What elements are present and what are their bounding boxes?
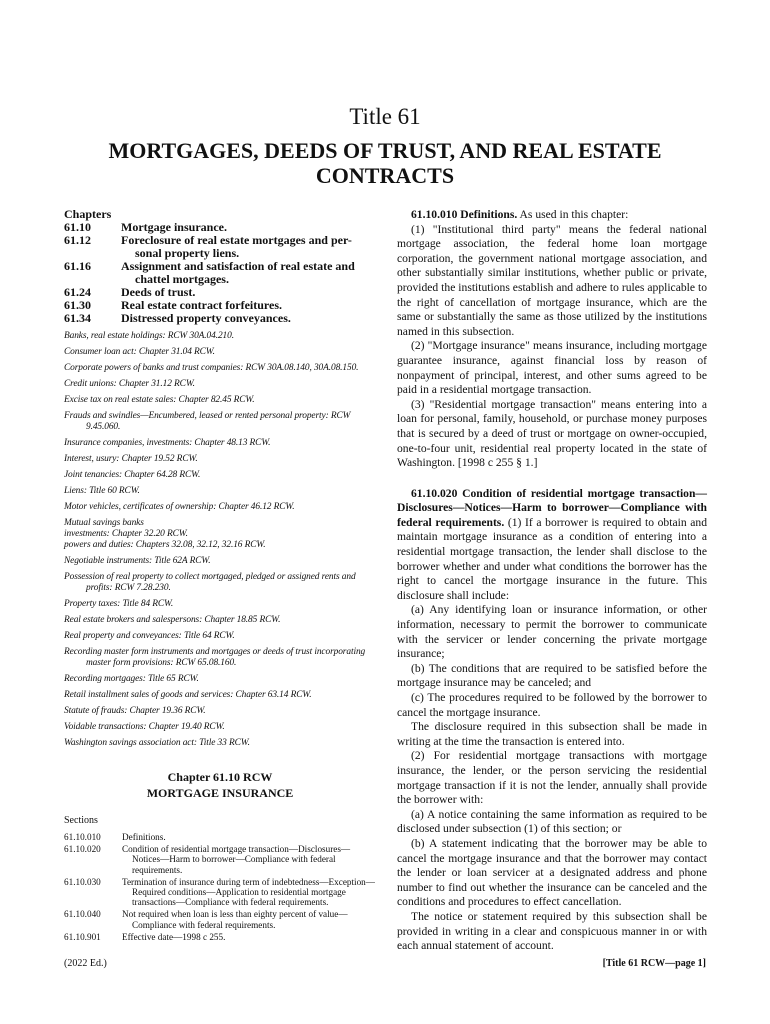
chapter-number: 61.12 [64, 233, 91, 247]
paragraph: (c) The procedures required to be followed by the borrower to cancel the mortgage insurance. [397, 691, 707, 719]
chapter-item [64, 260, 376, 286]
chapter-number: 61.16 [64, 259, 91, 273]
cross-reference: Retail installment sales of goods and services: Chapter 63.14 RCW. [64, 690, 312, 700]
section-heading: 61.10.020 Condition of residential mortgage transaction—Disclosures—Notices—Harm to borrower—Compliance with federal requirements. [397, 486, 707, 529]
section-010-intro: 61.10.010 Definitions. As used in this chapter: [411, 208, 629, 221]
cross-reference: Mutual savings banks investments: Chapter 32.20 RCW. powers and duties: Chapters 32.08, 32.12, 32.16 RCW. [64, 518, 266, 550]
cross-reference: Real property and conveyances: Title 64 RCW. [64, 631, 235, 641]
paragraph: (1) "Institutional third party" means the federal national mortgage association, the federal home loan mortgage corporation, the government national mortgage association, and other substantially similar institutions, whether public or private, provided the institutions establish and adhere to rules applicable to the right of cancellation of mortgage insurance, which are the same or substantially the same as those utilized by the institutions named in this subsection. [397, 222, 707, 338]
chapter-block [64, 769, 376, 942]
footer-page-label: [Title 61 RCW—page 1] [602, 958, 706, 969]
paragraph: (b) The conditions that are required to be satisfied before the mortgage insurance may be canceled; and [397, 661, 707, 690]
chapter-subject: MORTGAGE INSURANCE [146, 786, 294, 800]
title-heading: MORTGAGES, DEEDS OF TRUST, AND REAL ESTATE CONTRACTS [108, 138, 662, 188]
chapter-number: 61.30 [64, 298, 91, 312]
chapter-name: Real estate contract forfeitures. [121, 298, 283, 312]
paragraph: (2) "Mortgage insurance" means insurance, including mortgage guarantee insurance, against financial loss by reason of nonpayment of principal, interest, and other sums agreed to be paid in a residential mortgage transaction. [397, 339, 707, 397]
cross-reference: Liens: Title 60 RCW. [64, 486, 140, 496]
cross-reference: Joint tenancies: Chapter 64.28 RCW. [64, 470, 201, 480]
section-index-row [64, 844, 376, 875]
cross-reference: Recording mortgages: Title 65 RCW. [64, 674, 199, 684]
section-index-row [64, 877, 376, 908]
section-020-intro: 61.10.020 Condition of residential mortgage transaction—Disclosures—Notices—Harm to borrower—Compliance with federal requirements. (1) If a borrower is required to obtain and maintain mortgage insurance as a condition of entering into a residential mortgage transaction, the lender shall disclose to the borrower whether and under what conditions the borrower has the right to cancel the mortgage insurance in the future. This disclosure shall include: [397, 486, 707, 602]
section-number: 61.10.020 [64, 844, 101, 855]
chapter-name: Assignment and satisfaction of real estate and chattel mortgages. [121, 259, 355, 286]
cross-reference: Statute of frauds: Chapter 19.36 RCW. [64, 706, 206, 716]
section-description: Definitions. [122, 832, 166, 842]
section-number: 61.10.030 [64, 876, 101, 887]
section-description: Effective date—1998 c 255. [122, 931, 226, 942]
paragraph: (a) A notice containing the same information as required to be disclosed under subsection (1) of this section; or [397, 807, 707, 836]
cross-reference: Credit unions: Chapter 31.12 RCW. [64, 379, 195, 389]
cross-reference: Insurance companies, investments: Chapter 48.13 RCW. [64, 438, 271, 448]
cross-reference: Consumer loan act: Chapter 31.04 RCW. [64, 347, 215, 357]
chapter-title: Chapter 61.10 RCW [167, 770, 273, 784]
cross-reference: Property taxes: Title 84 RCW. [64, 599, 174, 609]
section-heading: 61.10.010 Definitions. [411, 208, 518, 221]
chapter-name: Mortgage insurance. [121, 220, 227, 234]
left-column [64, 208, 376, 944]
section-index-row [64, 932, 376, 942]
cross-reference-list [64, 331, 376, 749]
paragraph: The disclosure required in this subsection shall be made in writing at the time the transaction is entered into. [397, 720, 707, 748]
cross-reference: Banks, real estate holdings: RCW 30A.04.210. [64, 331, 234, 341]
section-number: 61.10.901 [64, 931, 101, 942]
chapter-list [64, 221, 376, 325]
paragraph: (a) Any identifying loan or insurance information, or other information, necessary to permit the borrower to communicate with the servicer or lender concerning the private mortgage insurance; [397, 603, 707, 661]
cross-reference: Frauds and swindles—Encumbered, leased or rented personal property: RCW 9.45.060. [64, 411, 351, 432]
chapter-item [64, 234, 376, 260]
chapter-name: Foreclosure of real estate mortgages and per- sonal property liens. [121, 233, 352, 260]
cross-reference: Real estate brokers and salespersons: Chapter 18.85 RCW. [64, 615, 281, 625]
cross-reference: Negotiable instruments: Title 62A RCW. [64, 556, 211, 566]
section-index-row [64, 909, 376, 929]
cross-reference: Interest, usury: Chapter 19.52 RCW. [64, 454, 198, 464]
cross-reference: Recording master form instruments and mortgages or deeds of trust incorporating master form provisions: RCW 65.08.160. [64, 647, 366, 668]
paragraph: (3) "Residential mortgage transaction" means entering into a loan for personal, family, household, or purchase money purposes that is secured by a deed of trust or mortgage on owner-occupied, one-to-four unit, residential real property located in the state of Washington. [1998 c 255 § 1.] [397, 397, 707, 470]
chapter-item [64, 312, 376, 325]
cross-reference: Motor vehicles, certificates of ownership: Chapter 46.12 RCW. [64, 502, 295, 512]
section-description: Not required when loan is less than eighty percent of value—Compliance with federal requirements. [122, 909, 348, 930]
cross-reference: Excise tax on real estate sales: Chapter 82.45 RCW. [64, 395, 255, 405]
right-column [397, 208, 707, 954]
footer-edition: (2022 Ed.) [64, 958, 107, 969]
section-description: Condition of residential mortgage transaction—Disclosures—Notices—Harm to borrower—Compliance with federal requirements. [122, 844, 351, 875]
section-description: Termination of insurance during term of indebtedness—Exception—Required conditions—Application to residential mortgage transactions—Compliance with federal requirements. [122, 876, 375, 908]
paragraph: (2) For residential mortgage transactions with mortgage insurance, the lender, or the person servicing the residential mortgage transaction if it is not the lender, annually shall provide the borrower with: [397, 749, 707, 807]
cross-reference: Voidable transactions: Chapter 19.40 RCW. [64, 722, 225, 732]
cross-reference: Washington savings association act: Title 33 RCW. [64, 738, 250, 748]
paragraph: The notice or statement required by this subsection shall be provided in writing in a clear and conspicuous manner in or with each annual statement of account. [397, 909, 707, 953]
section-number: 61.10.010 [64, 832, 101, 842]
cross-reference: Corporate powers of banks and trust companies: RCW 30A.08.140, 30A.08.150. [64, 363, 359, 373]
chapter-number: 61.10 [64, 220, 91, 234]
cross-reference: Possession of real property to collect mortgaged, pledged or assigned rents and profits: RCW 7.28.230. [64, 572, 356, 593]
section-number: 61.10.040 [64, 909, 101, 920]
chapters-label: Chapters [64, 207, 112, 221]
chapter-name: Deeds of trust. [121, 285, 196, 299]
paragraph: (b) A statement indicating that the borrower may be able to cancel the mortgage insurance and that the borrower may contact the lender or loan servicer at a designated address and phone number to find out whether the insurance can be canceled and the conditions and procedures to effect cancellation. [397, 836, 707, 909]
sections-label: Sections [64, 815, 98, 826]
chapter-name: Distressed property conveyances. [121, 311, 291, 325]
title-number: Title 61 [349, 104, 421, 129]
section-index [64, 832, 376, 942]
section-index-row [64, 832, 376, 842]
chapter-number: 61.24 [64, 285, 91, 299]
chapter-number: 61.34 [64, 311, 91, 325]
